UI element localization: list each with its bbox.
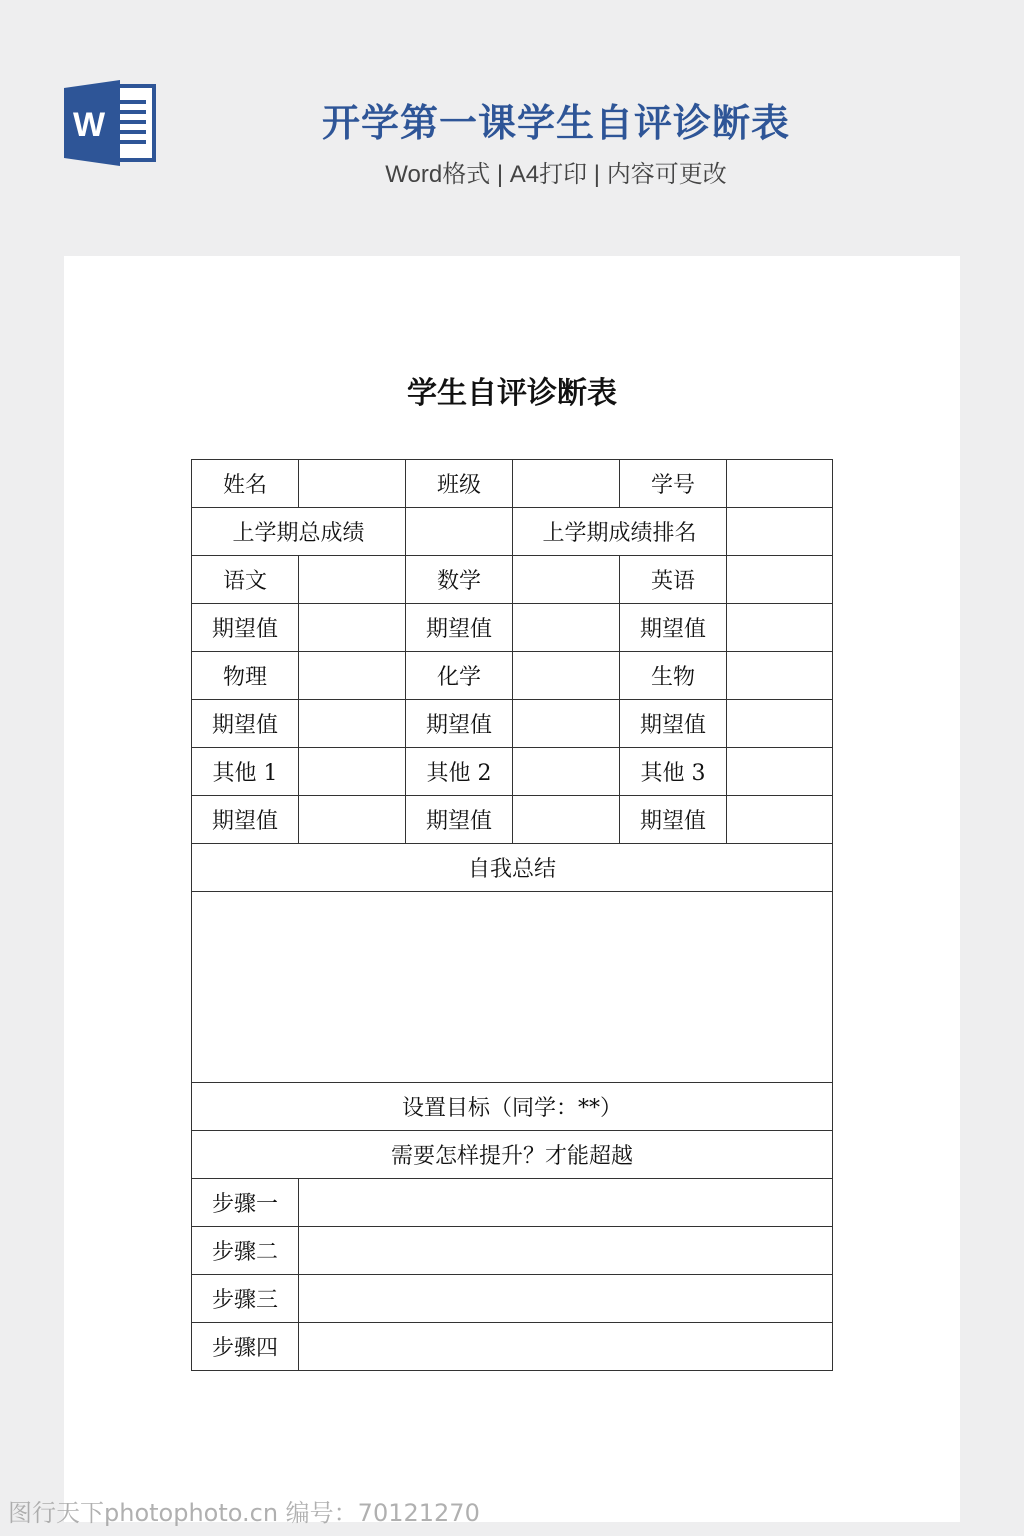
self-summary-heading: 自我总结 <box>192 844 833 892</box>
table-cell-label: 英语 <box>620 556 727 604</box>
table-cell-value[interactable] <box>727 748 833 796</box>
table-cell-label: 语文 <box>192 556 299 604</box>
table-cell-label: 其他 2 <box>406 748 513 796</box>
table-cell-label: 生物 <box>620 652 727 700</box>
table-cell-label: 期望值 <box>406 796 513 844</box>
table-row <box>192 1227 833 1275</box>
table-cell-label: 期望值 <box>192 700 299 748</box>
watermark: 图行天下photophoto.cn 编号：70121270 <box>8 1499 480 1527</box>
table-cell-label: 其他 3 <box>620 748 727 796</box>
table-row <box>192 460 833 508</box>
table-cell-label: 化学 <box>406 652 513 700</box>
step-label: 步骤四 <box>192 1323 299 1371</box>
table-row <box>192 1131 833 1179</box>
table-row <box>192 1323 833 1371</box>
table-row <box>192 604 833 652</box>
table-cell-label: 期望值 <box>192 796 299 844</box>
improve-heading: 需要怎样提升？才能超越 <box>192 1131 833 1179</box>
table-cell-label: 姓名 <box>192 460 299 508</box>
table-cell-label: 学号 <box>620 460 727 508</box>
table-row <box>192 844 833 892</box>
table-cell-value[interactable] <box>727 604 833 652</box>
table-cell-label: 物理 <box>192 652 299 700</box>
table-cell-value[interactable] <box>299 460 406 508</box>
document-page <box>64 256 960 1522</box>
table-cell-label: 期望值 <box>192 604 299 652</box>
evaluation-table <box>191 459 833 1371</box>
table-cell-value[interactable] <box>299 652 406 700</box>
table-cell-value[interactable] <box>513 796 620 844</box>
table-row <box>192 556 833 604</box>
word-logo-letter: W <box>72 106 106 144</box>
step-label: 步骤一 <box>192 1179 299 1227</box>
table-cell-value[interactable] <box>299 748 406 796</box>
table-cell-value[interactable] <box>727 556 833 604</box>
table-cell-value[interactable] <box>727 508 833 556</box>
table-cell-value[interactable] <box>513 460 620 508</box>
table-cell-value[interactable] <box>299 700 406 748</box>
table-cell-value[interactable] <box>727 460 833 508</box>
table-cell-label: 期望值 <box>620 700 727 748</box>
step-value[interactable] <box>299 1323 833 1371</box>
document-title: 学生自评诊断表 <box>407 376 617 411</box>
step-value[interactable] <box>299 1275 833 1323</box>
table-cell-value[interactable] <box>299 796 406 844</box>
table-row <box>192 1275 833 1323</box>
table-cell-value[interactable] <box>727 652 833 700</box>
table-cell-value[interactable] <box>727 700 833 748</box>
table-row <box>192 508 833 556</box>
goal-heading: 设置目标（同学：**） <box>192 1083 833 1131</box>
table-row <box>192 892 833 1083</box>
step-value[interactable] <box>299 1179 833 1227</box>
table-cell-label: 期望值 <box>406 604 513 652</box>
table-cell-value[interactable] <box>513 556 620 604</box>
table-row <box>192 700 833 748</box>
table-row <box>192 1179 833 1227</box>
table-cell-label: 期望值 <box>406 700 513 748</box>
table-row <box>192 748 833 796</box>
table-cell-label: 上学期总成绩 <box>192 508 406 556</box>
table-cell-value[interactable] <box>513 700 620 748</box>
table-cell-label: 班级 <box>406 460 513 508</box>
table-cell-label: 期望值 <box>620 796 727 844</box>
table-row <box>192 796 833 844</box>
table-cell-value[interactable] <box>513 652 620 700</box>
step-value[interactable] <box>299 1227 833 1275</box>
page-title: 开学第一课学生自评诊断表 <box>321 103 790 145</box>
table-cell-value[interactable] <box>299 556 406 604</box>
self-summary-area[interactable] <box>192 892 833 1083</box>
table-row <box>192 652 833 700</box>
table-cell-value[interactable] <box>299 604 406 652</box>
step-label: 步骤三 <box>192 1275 299 1323</box>
word-icon <box>64 80 158 166</box>
table-cell-value[interactable] <box>513 604 620 652</box>
table-cell-value[interactable] <box>513 748 620 796</box>
page-subtitle: Word格式 | A4打印 | 内容可更改 <box>385 161 727 188</box>
step-label: 步骤二 <box>192 1227 299 1275</box>
table-cell-label: 上学期成绩排名 <box>513 508 727 556</box>
table-row <box>192 1083 833 1131</box>
table-cell-value[interactable] <box>406 508 513 556</box>
header <box>0 0 1024 230</box>
table-cell-value[interactable] <box>727 796 833 844</box>
table-cell-label: 数学 <box>406 556 513 604</box>
table-cell-label: 期望值 <box>620 604 727 652</box>
table-cell-label: 其他 1 <box>192 748 299 796</box>
